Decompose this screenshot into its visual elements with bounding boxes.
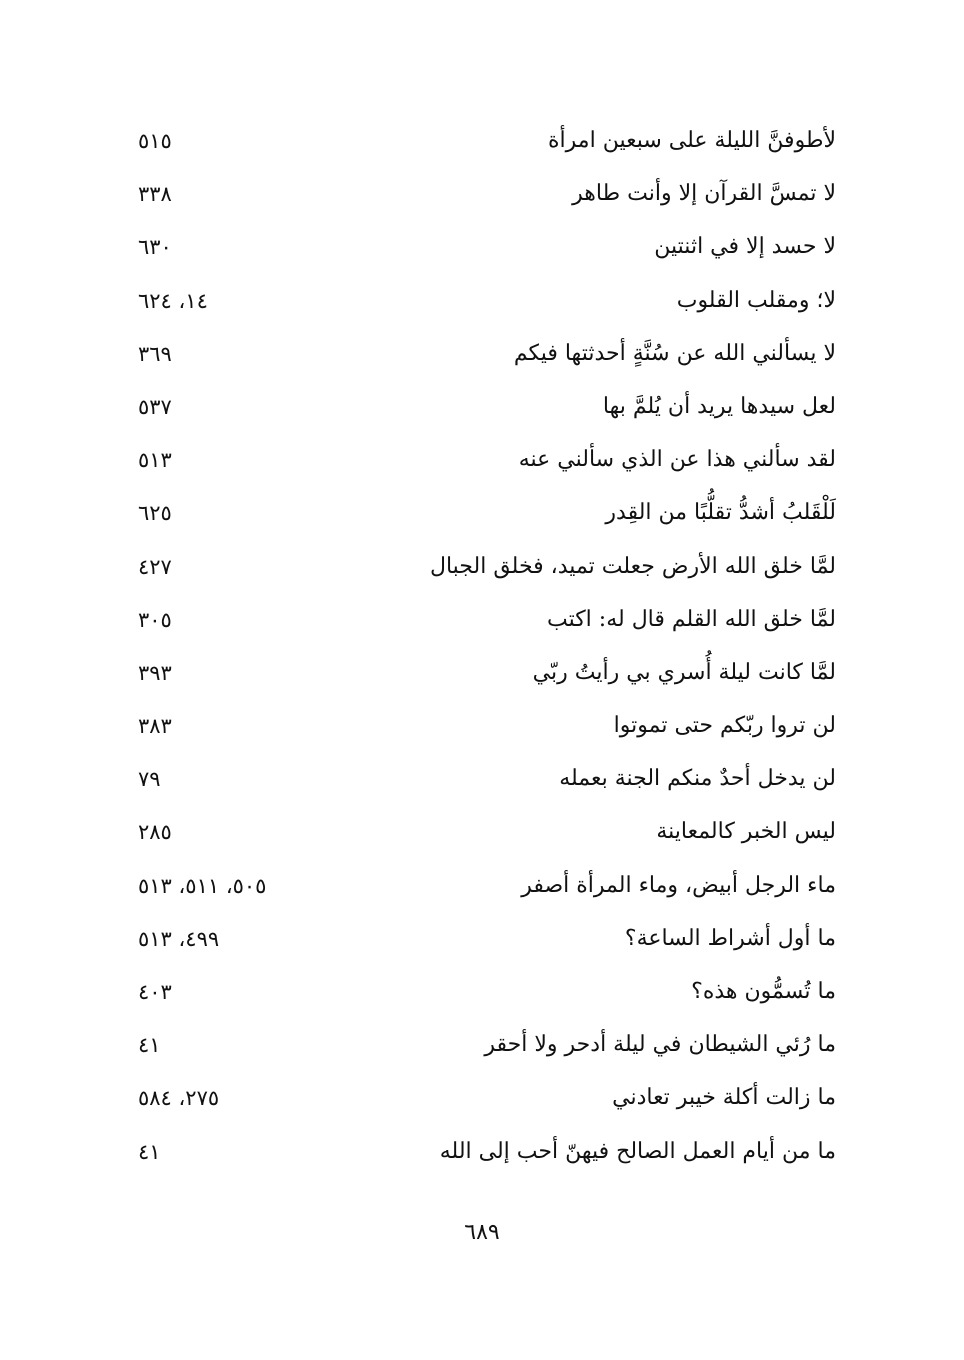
entry-pages: ١٤، ٦٢٤ (138, 288, 208, 313)
entry-pages: ٤٩٩، ٥١٣ (138, 926, 220, 951)
index-entry (0, 807, 964, 860)
index-entry (0, 222, 964, 275)
entry-pages: ٤١ (138, 1139, 161, 1164)
entry-pages: ٣٠٥ (138, 607, 172, 632)
entry-pages: ٥١٥ (138, 129, 172, 153)
entry-text: ما تُسمُّون هذه؟ (691, 979, 836, 1004)
entry-pages: ٤٠٣ (138, 980, 172, 1004)
index-entry (0, 488, 964, 541)
index-entry (0, 1020, 964, 1073)
index-entry (0, 276, 964, 329)
entry-text: لمَّا كانت ليلة أُسري بي رأيتُ ربّي (532, 659, 836, 685)
index-entry (0, 382, 964, 435)
entry-text: ما من أيام العمل الصالح فيهنّ أحب إلى الله (439, 1138, 836, 1164)
entry-text: لمَّا خلق الله الأرض جعلت تميد، فخلق الجبال (429, 553, 836, 579)
entry-text: ماء الرجل أبيض، وماء المرأة أصفر (521, 872, 836, 898)
index-entry (0, 754, 964, 807)
entry-text: لن يدخل أحدٌ منكم الجنة بعمله (559, 766, 836, 792)
entry-pages: ٤٢٧ (138, 554, 172, 579)
entry-pages: ٥٠٥، ٥١١، ٥١٣ (138, 873, 267, 898)
hadith-index-list (0, 116, 964, 1180)
entry-text: لا يسألني الله عن سُنَّةٍ أحدثتها فيكم (513, 340, 836, 366)
index-entry (0, 1127, 964, 1180)
index-entry (0, 1073, 964, 1126)
entry-pages: ٣٩٣ (138, 660, 172, 685)
entry-pages: ٦٣٠ (138, 235, 172, 260)
entry-pages: ٢٨٥ (138, 820, 172, 845)
entry-text: ما رُئي الشيطان في ليلة أدحر ولا أحقر (484, 1032, 836, 1058)
entry-pages: ٣٣٨ (138, 182, 172, 207)
entry-text: ما زالت أكلة خيبر تعادني (612, 1085, 836, 1111)
entry-text: لَلْقَلبُ أشدُّ تقلُّبًا من القِدر (605, 500, 836, 526)
entry-pages: ٦٢٥ (138, 501, 172, 526)
entry-text: لقد سألني هذا عن الذي سألني عنه (518, 447, 836, 473)
entry-pages: ٢٧٥، ٥٨٤ (138, 1086, 220, 1111)
index-entry (0, 542, 964, 595)
index-entry (0, 435, 964, 488)
entry-text: لمَّا خلق الله القلم قال له: اكتب (546, 606, 836, 632)
index-entry (0, 595, 964, 648)
entry-pages: ٣٨٣ (138, 714, 172, 739)
entry-text: لن تروا ربّكم حتى تموتوا (613, 713, 836, 739)
index-entry (0, 648, 964, 701)
entry-text: لا؛ ومقلب القلوب (676, 287, 836, 313)
index-entry (0, 914, 964, 967)
entry-text: لعل سيدها يريد أن يُلمَّ بها (602, 393, 836, 419)
entry-text: لا تمسَّ القرآن إلا وأنت طاهر (572, 181, 836, 207)
entry-pages: ٤١ (138, 1033, 161, 1058)
index-entry (0, 967, 964, 1020)
entry-text: لأطوفنَّ الليلة على سبعين امرأة (548, 128, 836, 153)
entry-pages: ٧٩ (138, 767, 161, 792)
index-entry (0, 861, 964, 914)
index-entry (0, 701, 964, 754)
entry-text: ليس الخبر كالمعاينة (656, 819, 836, 845)
entry-pages: ٥٣٧ (138, 394, 172, 419)
entry-text: لا حسد إلا في اثنتين (654, 234, 836, 260)
index-entry (0, 169, 964, 222)
index-entry (0, 329, 964, 382)
entry-pages: ٥١٣ (138, 448, 172, 473)
entry-text: ما أول أشراط الساعة؟ (624, 925, 836, 951)
page-number: ٦٨٩ (464, 1220, 500, 1245)
entry-pages: ٣٦٩ (138, 341, 172, 366)
index-entry (0, 116, 964, 169)
